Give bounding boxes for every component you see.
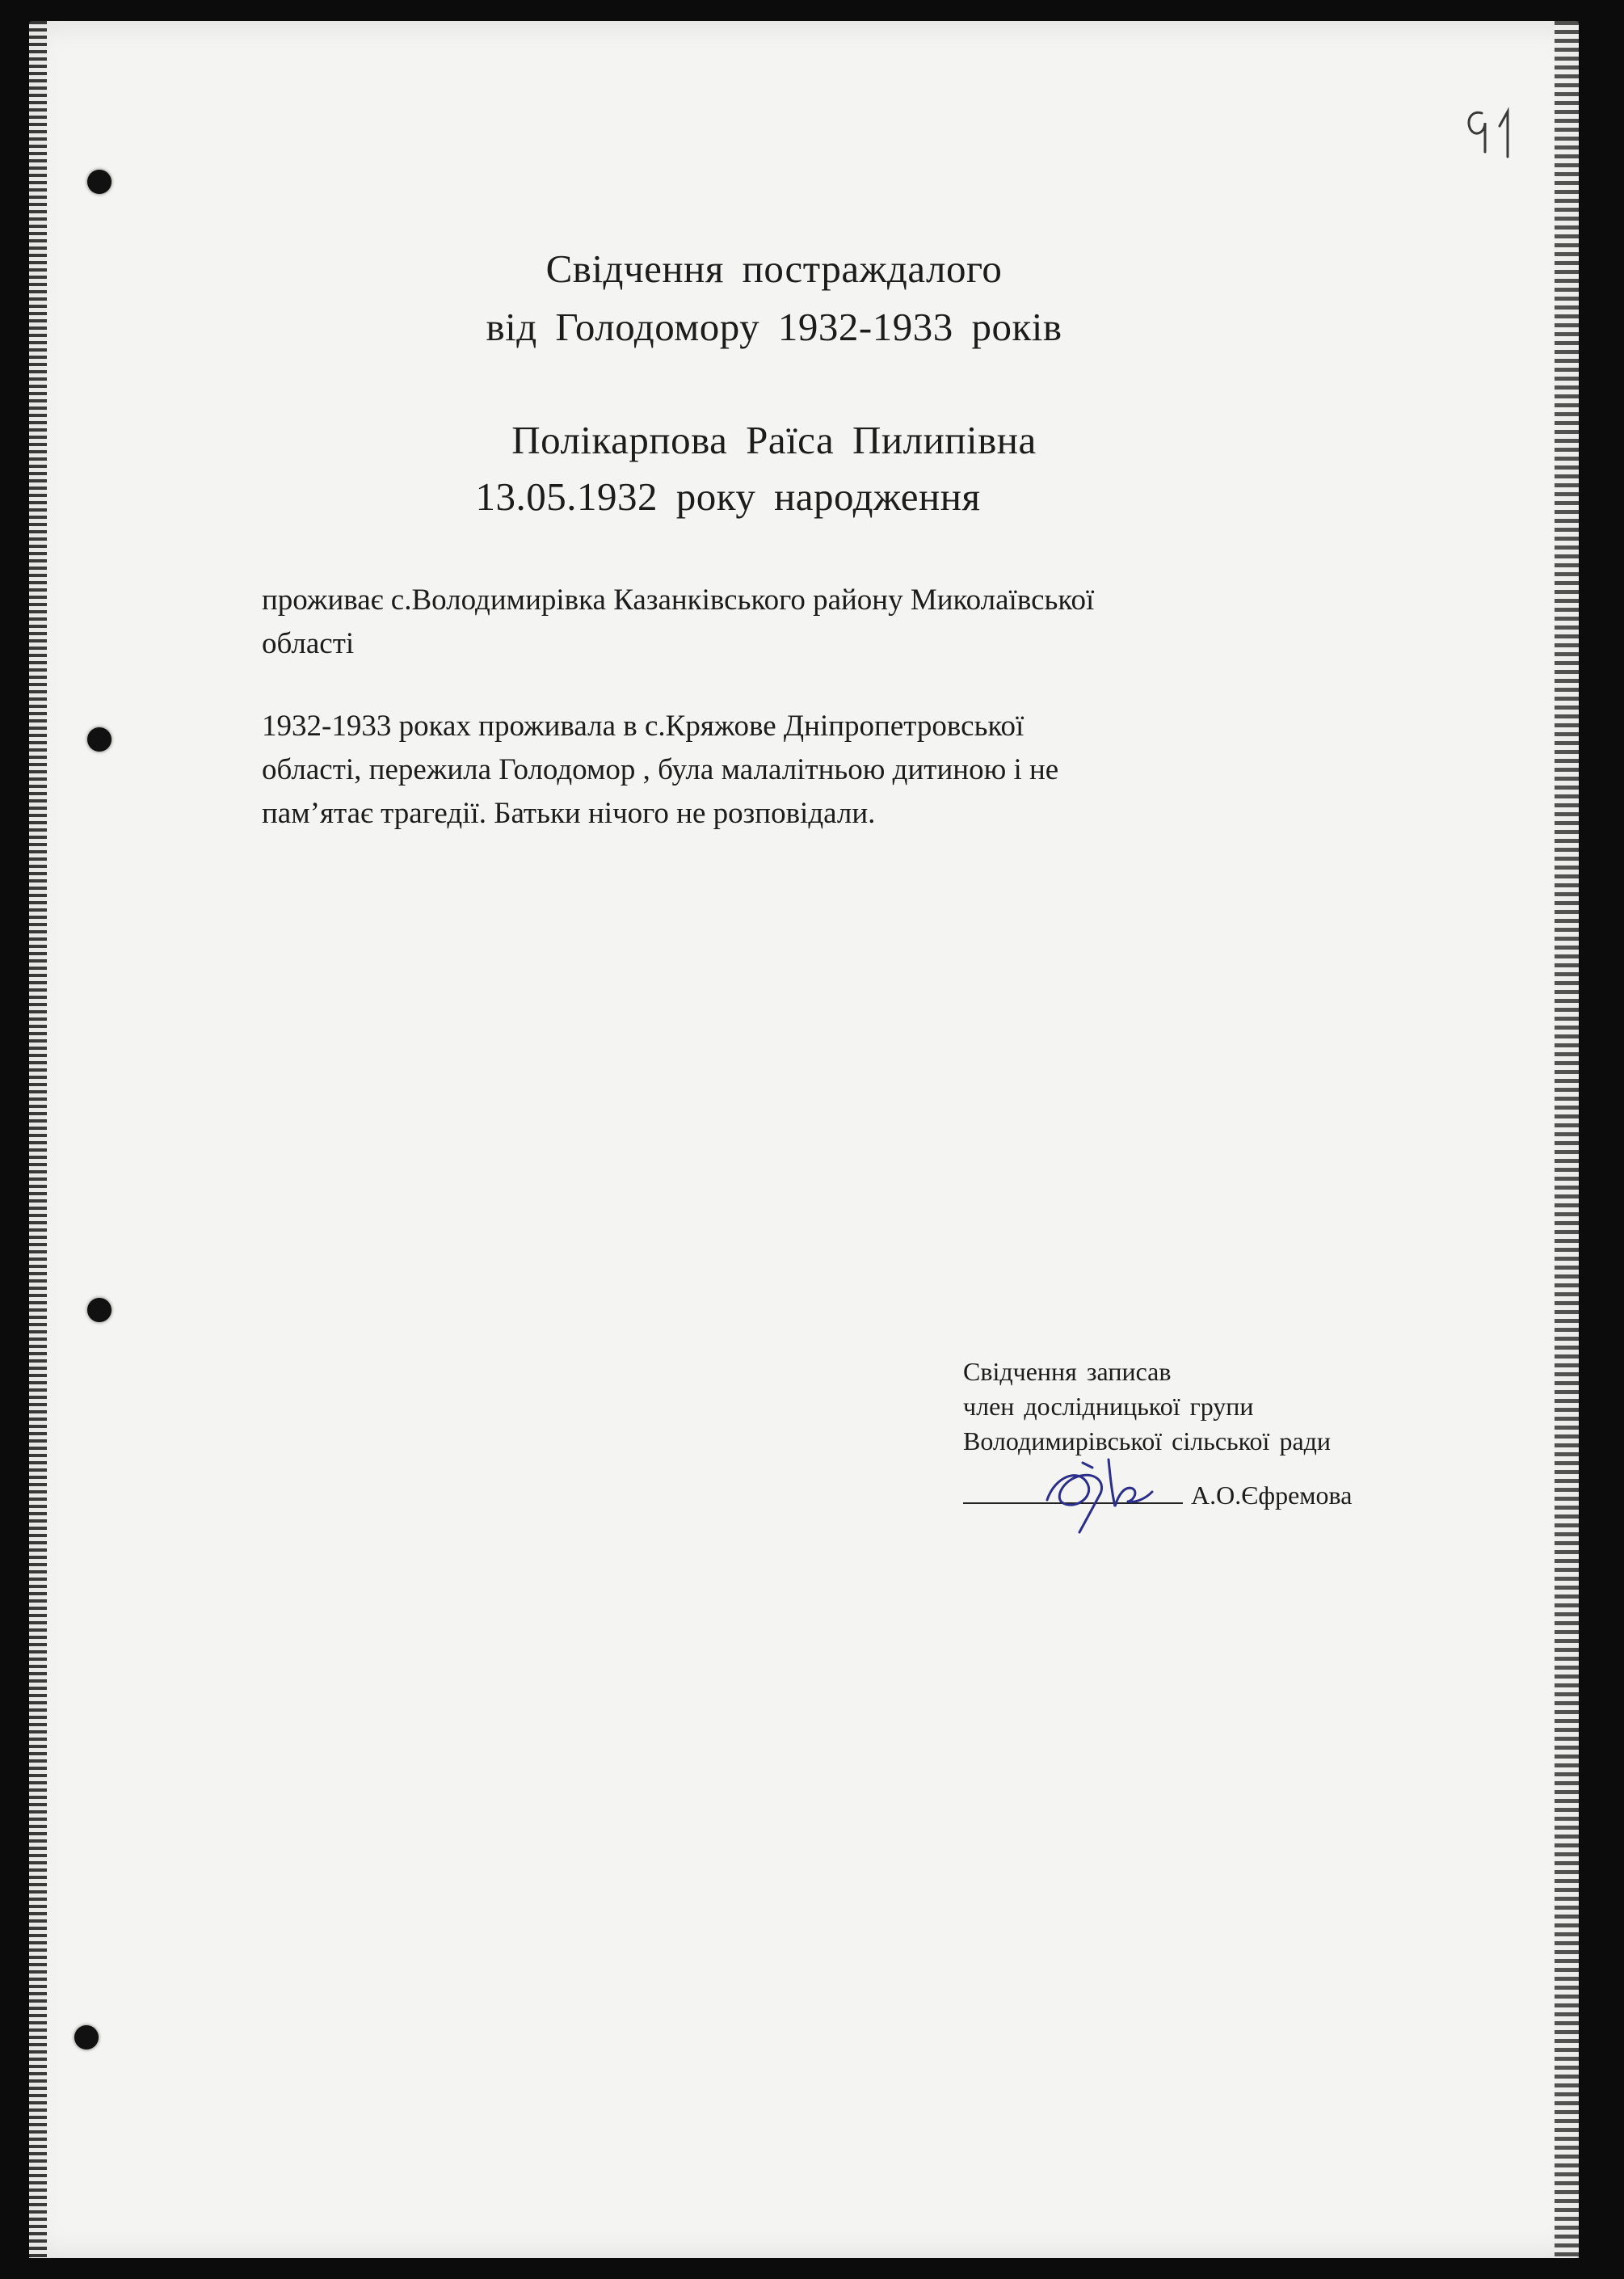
birth-date-line: 13.05.1932 року народження	[475, 474, 981, 519]
handwritten-page-number-mark	[1458, 102, 1530, 166]
punch-hole	[87, 1298, 111, 1322]
document-title-line-1: Свідчення постраждалого	[545, 246, 1003, 291]
testimony-line: пам’ятає трагедії. Батьки нічого не розповідали.	[262, 797, 876, 830]
recorder-council: Володимирівської сільської ради	[963, 1426, 1332, 1455]
residence-line: області	[262, 627, 355, 660]
recorder-caption: Свідчення записав	[963, 1357, 1172, 1386]
recorder-name: А.О.Єфремова	[1191, 1481, 1353, 1510]
residence-paragraph	[262, 579, 1409, 666]
testimony-line: області, пережила Голодомор , була малалітньою дитиною і не	[262, 753, 1059, 786]
punch-hole	[74, 2025, 99, 2049]
handwritten-signature	[1031, 1443, 1160, 1540]
recorder-role: член дослідницької групи	[963, 1392, 1254, 1421]
document-title-line-2: від Голодомору 1932-1933 років	[486, 305, 1062, 349]
document-page	[29, 21, 1579, 2258]
residence-line: проживає с.Володимирівка Казанківського району Миколаївської	[262, 583, 1095, 617]
punch-hole	[87, 170, 111, 194]
person-name: Полікарпова Раїса Пилипівна	[511, 418, 1037, 462]
punch-hole	[87, 727, 111, 752]
testimony-paragraph	[262, 705, 1409, 836]
testimony-line: 1932-1933 роках проживала в с.Кряжове Дніпропетровської	[262, 710, 1024, 743]
